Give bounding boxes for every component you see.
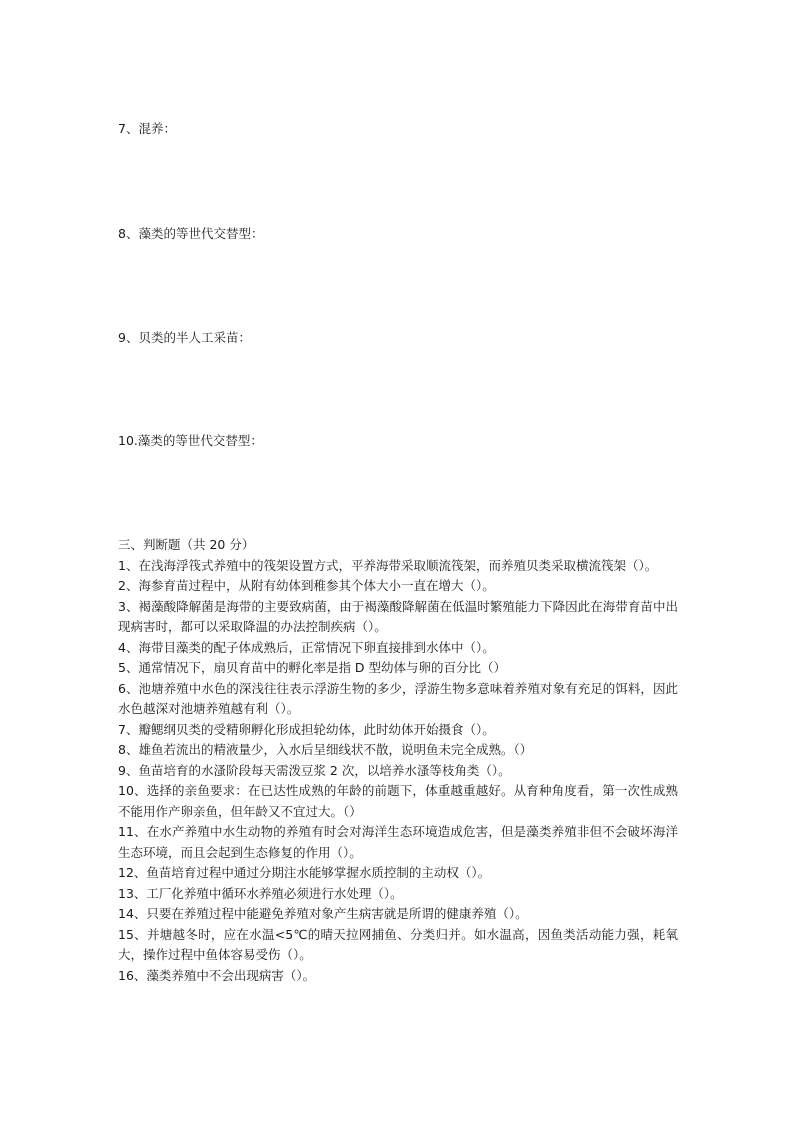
question-item-9: 9、鱼苗培育的水溞阶段每天需泼豆浆 2 次，以培养水溞等枝角类（）。 <box>118 762 511 778</box>
question-item-6: 6、池塘养殖中水色的深浅往往表示浮游生物的多少，浮游生物多意味着养殖对象有充足的饵料，因此水色越深对池塘养殖越有利（）。 <box>118 680 678 716</box>
question-item-1: 1、在浅海浮筏式养殖中的筏架设置方式，平养海带采取顺流筏架，而养殖贝类采取横流筏架（）。 <box>118 557 658 573</box>
question-item-10: 10、选择的亲鱼要求：在已达性成熟的年龄的前题下，体重越重越好。从育种角度看，第一次性成熟不能用作产卵亲鱼，但年龄又不宜过大。（） <box>118 783 678 819</box>
question-item-7: 7、瓣鳃纲贝类的受精卵孵化形成担轮幼体，此时幼体开始摄食（）。 <box>118 721 495 737</box>
term-question-10: 10.藻类的等世代交替型： <box>118 433 263 448</box>
question-item-16: 16、藻类养殖中不会出现病害（）。 <box>118 967 316 983</box>
question-item-5: 5、通常情况下，扇贝育苗中的孵化率是指 D 型幼体与卵的百分比（） <box>118 660 507 675</box>
question-item-11: 11、在水产养殖中水生动物的养殖有时会对海洋生态环境造成危害，但是藻类养殖非但不会破坏海洋生态环境，而且会起到生态修复的作用（）。 <box>118 824 678 860</box>
question-item-3: 3、褐藻酸降解菌是海带的主要致病菌，由于褐藻酸降解菌在低温时繁殖能力下降因此在海带育苗中出现病害时，都可以采取降温的办法控制疾病（）。 <box>118 598 678 634</box>
term-question-8: 8、藻类的等世代交替型： <box>118 226 264 241</box>
question-item-4: 4、海带目藻类的配子体成熟后，正常情况下卵直接排到水体中（）。 <box>118 639 495 655</box>
question-item-15: 15、并塘越冬时，应在水温<5℃的晴天拉网捕鱼、分类归并。如水温高，因鱼类活动能力强，耗氧大，操作过程中鱼体容易受伤（）。 <box>118 926 678 962</box>
true-false-section <box>118 535 678 986</box>
term-question-9: 9、贝类的半人工采苗： <box>118 330 251 345</box>
section-title: 三、判断题（共 20 分） <box>118 537 255 552</box>
question-item-14: 14、只要在养殖过程中能避免养殖对象产生病害就是所谓的健康养殖（）。 <box>118 906 528 921</box>
question-item-12: 12、鱼苗培育过程中通过分期注水能够掌握水质控制的主动权（）。 <box>118 865 491 880</box>
question-item-2: 2、海参育苗过程中，从附有幼体到稚参其个体大小一直在增大（）。 <box>118 578 495 593</box>
question-item-8: 8、雄鱼若流出的精液量少，入水后呈细线状不散，说明鱼未完全成熟。（） <box>118 742 533 757</box>
question-item-13: 13、工厂化养殖中循环水养殖必须进行水处理（）。 <box>118 885 403 901</box>
term-question-7: 7、混养： <box>118 121 176 136</box>
